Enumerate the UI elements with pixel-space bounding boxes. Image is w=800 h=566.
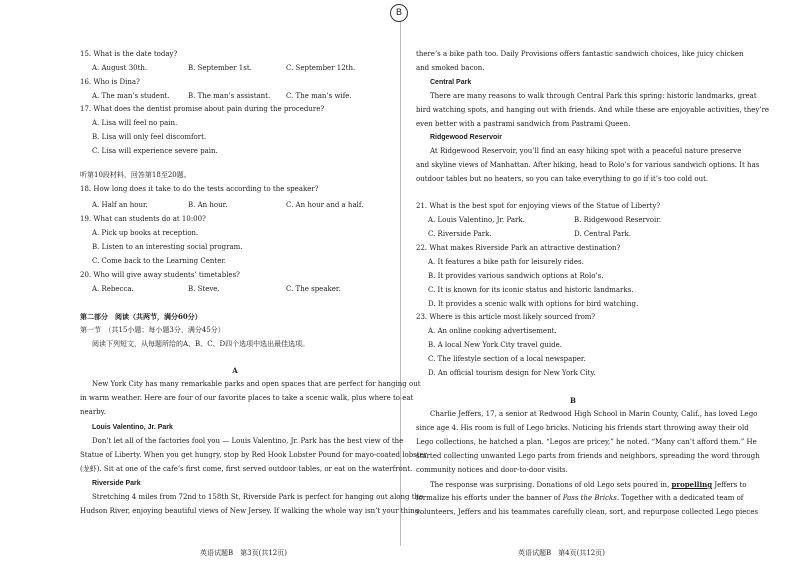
section-10-instruction: 听第10段材料，回答第18至20题。 [80, 171, 191, 179]
passage-b-text: . Together with a dedicated team of [616, 494, 744, 502]
heading-riverside-park: Riverside Park [92, 480, 141, 487]
option-18b: B. An hour. [188, 201, 228, 209]
passage-a-line: At Ridgewood Reservoir, you’ll find an easy hiking spot with a peaceful nature preserve [430, 147, 742, 155]
option-19c: C. Come back to the Learning Center. [92, 257, 227, 265]
passage-a-line: nearby. [80, 408, 106, 416]
passage-b-line [416, 494, 743, 503]
option-22c: C. It is known for its iconic status and historic landmarks. [428, 286, 634, 294]
passage-b-line: volunteers, Jeffers and his teammates carefully clean, sort, and repurpose collected Lego pieces [416, 508, 759, 516]
option-18c: C. An hour and a half. [286, 201, 364, 209]
passage-a-line: even better with a pastrami sandwich from Pastrami Queen. [416, 120, 631, 128]
option-19a: A. Pick up books at reception. [92, 229, 199, 237]
page-footer-right: 英语试题B 第4页(共12页) [518, 549, 605, 557]
option-17b: B. Lisa will only feel discomfort. [92, 133, 207, 141]
passage-b-text: Jeffers to [714, 481, 747, 489]
italic-title: Pass the Bricks [562, 494, 617, 502]
option-18a: A. Half an hour. [92, 201, 148, 209]
passage-a-line: Statue of Liberty. When you get hungry, stop by Red Hook Lobster Pound for mayo-coated lobster [80, 451, 428, 459]
page-footer-left: 英语试题B 第3页(共12页) [200, 549, 287, 557]
passage-b-line: community notices and door-to-door visits. [416, 466, 568, 474]
passage-a-line: Don’t let all of the factories fool you — Louis Valentino, Jr. Park has the best view of the [92, 437, 404, 445]
option-20c: C. The speaker. [286, 285, 341, 293]
option-21d: D. Central Park. [574, 230, 631, 238]
passage-a-line: there’s a bike path too. Daily Provisions offers fantastic sandwich choices, like juicy chicken [416, 50, 744, 58]
passage-b-text: formalize his efforts under the banner of [416, 494, 561, 502]
passage-a-line: and skyline views of Manhattan. After hiking, head to Rolo’s for various sandwich options. It has [416, 161, 760, 169]
option-15c: C. September 12th. [286, 64, 356, 72]
passage-a-line: Hudson River, enjoying beautiful views of New Jersey. If walking the whole way isn’t your thing, [80, 507, 422, 515]
question-19: 19. What can students do at 10:00? [80, 215, 206, 223]
option-21b: B. Ridgewood Reservoir. [574, 216, 662, 224]
option-22b: B. It provides various sandwich options at Rolo’s. [428, 272, 604, 280]
heading-ridgewood-reservoir: Ridgewood Reservoir [430, 134, 502, 141]
option-19b: B. Listen to an interesting social program. [92, 243, 243, 251]
option-16a: A. The man’s student. [92, 92, 170, 100]
option-15a: A. August 30th. [92, 64, 148, 72]
option-20a: A. Rebecca. [92, 285, 134, 293]
option-20b: B. Steve. [188, 285, 220, 293]
passage-b-label: B [570, 396, 576, 405]
passage-a-line: Stretching 4 miles from 72nd to 158th St, Riverside Park is perfect for hanging out along the [92, 493, 424, 501]
option-21a: A. Louis Valentino, Jr. Park. [428, 216, 525, 224]
question-23: 23. Where is this article most likely sourced from? [416, 313, 596, 321]
passage-b-line: Lego collections, he hatched a plan. “Legos are pricey,” he noted. “Many can’t afford them.” He [416, 438, 757, 446]
option-17a: A. Lisa will feel no pain. [92, 119, 178, 127]
passage-a-line: (龙虾). Sit at one of the cafe’s first come, first served outdoor tables, or eat on the waterfront. [80, 465, 413, 473]
question-16: 16. Who is Dina? [80, 78, 140, 86]
option-16b: B. The man’s assistant. [188, 92, 271, 100]
option-23d: D. An official tourism design for New York City. [428, 369, 596, 377]
heading-central-park: Central Park [430, 79, 472, 86]
question-21: 21. What is the best spot for enjoying views of the Statue of Liberty? [416, 202, 661, 210]
passage-a-line: in warm weather. Here are four of our favorite places to take a scenic walk, plus where to eat [80, 394, 414, 402]
passage-a-line: There are many reasons to walk through Central Park this spring: historic landmarks, great [430, 92, 757, 100]
passage-b-line: Charlie Jeffers, 17, a senior at Redwood High School in Marin County, Calif., has loved Lego [430, 410, 758, 418]
paper-version-badge: B [390, 4, 408, 22]
underlined-word: propelling [671, 480, 713, 489]
option-23a: A. An online cooking advertisement. [428, 327, 557, 335]
question-18: 18. How long does it take to do the tests according to the speaker? [80, 185, 319, 193]
question-17: 17. What does the dentist promise about pain during the procedure? [80, 105, 325, 113]
passage-b-line [430, 480, 747, 490]
question-20: 20. Who will give away students’ timetables? [80, 271, 240, 279]
option-16c: C. The man’s wife. [286, 92, 352, 100]
heading-louis-valentino: Louis Valentino, Jr. Park [92, 424, 173, 431]
passage-b-line: since age 4. His room is full of Lego bricks. Noticing his friends start throwing away their old [416, 424, 749, 432]
passage-a-line: outdoor tables but no heaters, so you can take everything to go if it’s too cold out. [416, 175, 709, 183]
passage-b-text: The response was surprising. Donations of old Lego sets poured in, [430, 481, 670, 489]
option-22a: A. It features a bike path for leisurely rides. [428, 258, 584, 266]
option-22d: D. It provides a scenic walk with options for bird watching. [428, 300, 639, 308]
option-23c: C. The lifestyle section of a local newspaper. [428, 355, 586, 363]
passage-b-line: started collecting unwanted Lego parts from friends and neighbors, spreading the word through [416, 452, 760, 460]
question-15: 15. What is the date today? [80, 50, 178, 58]
option-23b: B. A local New York City travel guide. [428, 341, 562, 349]
option-17c: C. Lisa will experience severe pain. [92, 147, 218, 155]
passage-a-line: and smoked bacon. [416, 64, 485, 72]
reading-instruction: 阅读下列短文，从每题所给的A、B、C、D四个选项中选出最佳选项。 [92, 340, 310, 348]
question-22: 22. What makes Riverside Park an attractive destination? [416, 244, 621, 252]
option-21c: C. Riverside Park. [428, 230, 492, 238]
passage-a-label: A [232, 366, 238, 375]
section-1-heading: 第一节 （共15小题；每小题3分，满分45分） [80, 326, 225, 334]
option-15b: B. September 1st. [188, 64, 252, 72]
passage-a-line: New York City has many remarkable parks and open spaces that are perfect for hanging out [92, 380, 421, 388]
part-2-heading: 第二部分 阅读（共两节，满分60分） [80, 312, 202, 321]
passage-a-line: bird watching spots, and hanging out with friends. And while these are enjoyable activities, they’re [416, 106, 770, 114]
